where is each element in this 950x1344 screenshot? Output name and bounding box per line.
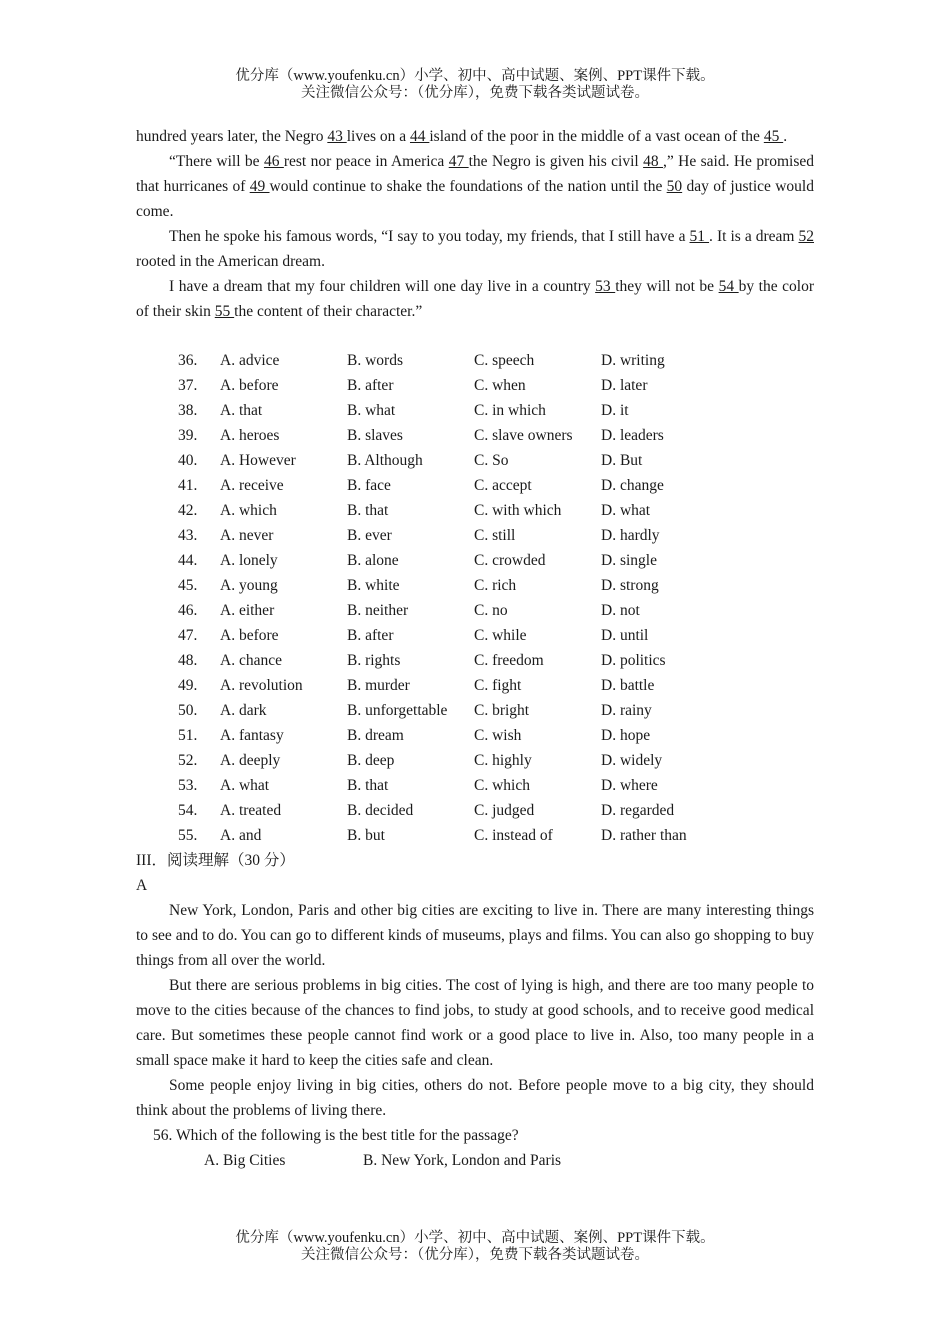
text: lives on a <box>346 128 410 145</box>
blank-48: 48 <box>643 153 663 170</box>
option-row <box>178 423 814 448</box>
option-b: B. after <box>347 627 394 644</box>
option-b: B. white <box>347 577 400 594</box>
option-d: D. where <box>601 777 658 794</box>
option-b: B. neither <box>347 602 409 619</box>
question-56: 56. Which of the following is the best title for the passage? <box>153 1127 519 1144</box>
text: the Negro is given his civil <box>468 153 644 170</box>
reading-paragraph-1: New York, London, Paris and other big cities are exciting to live in. There are many interesting things to see and to do. You can go to different kinds of museums, plays and films. You can also go shopping to buy things from all over the world. <box>136 902 814 969</box>
option-a: A. advice <box>220 352 280 369</box>
option-row <box>178 448 814 473</box>
option-row <box>178 348 814 373</box>
option-c: C. while <box>474 627 527 644</box>
option-d: D. hardly <box>601 527 660 544</box>
text: the content of their character.” <box>234 303 423 320</box>
question-56-options <box>136 1148 814 1173</box>
option-b: B. face <box>347 477 391 494</box>
option-c: C. speech <box>474 352 535 369</box>
option-d: D. change <box>601 477 664 494</box>
text: rooted in the American dream. <box>136 253 325 270</box>
option-c: C. with which <box>474 502 562 519</box>
option-c: C. So <box>474 452 509 469</box>
blank-53: 53 <box>595 278 616 295</box>
option-d: D. rather than <box>601 827 687 844</box>
option-row <box>178 498 814 523</box>
option-a: A. either <box>220 602 275 619</box>
option-row <box>178 598 814 623</box>
option-b: B. murder <box>347 677 410 694</box>
option-c: C. when <box>474 377 526 394</box>
option-b: B. ever <box>347 527 392 544</box>
option-b: B. alone <box>347 552 399 569</box>
option-number: 54. <box>178 802 198 819</box>
section-3-title: III．阅读理解（30 分） <box>136 852 295 869</box>
text: ,” He said. He promised that hurricanes of <box>136 153 815 195</box>
page-footer <box>0 1230 950 1264</box>
option-b: B. deep <box>347 752 395 769</box>
option-row <box>178 523 814 548</box>
blank-47: 47 <box>448 153 469 170</box>
text: by the color of their skin <box>136 278 814 320</box>
option-a: A. what <box>220 777 270 794</box>
options-list <box>178 348 814 848</box>
blank-49: 49 <box>249 178 270 195</box>
option-number: 39. <box>178 427 198 444</box>
option-d: D. single <box>601 552 657 569</box>
option-number: 53. <box>178 777 198 794</box>
option-d: D. hope <box>601 727 651 744</box>
option-b: B. rights <box>347 652 401 669</box>
option-row <box>178 648 814 673</box>
option-d: D. what <box>601 502 651 519</box>
option-number: 51. <box>178 727 198 744</box>
blank-43: 43 <box>327 128 347 145</box>
option-b: B. after <box>347 377 394 394</box>
option-row <box>178 673 814 698</box>
option-number: 36. <box>178 352 198 369</box>
option-c: C. freedom <box>474 652 544 669</box>
passage-paragraph-4 <box>136 274 814 324</box>
option-d: D. politics <box>601 652 666 669</box>
reading-paragraph-3: Some people enjoy living in big cities, others do not. Before people move to a big city, they should think about the problems of living there. <box>136 1077 814 1119</box>
option-b: B. decided <box>347 802 414 819</box>
option-c: C. instead of <box>474 827 553 844</box>
option-d: D. leaders <box>601 427 664 444</box>
option-b: B. slaves <box>347 427 403 444</box>
option-row <box>178 798 814 823</box>
option-a: A. treated <box>220 802 282 819</box>
option-a: A. before <box>220 627 279 644</box>
passage-paragraph-2 <box>136 149 814 224</box>
text: day of justice would come. <box>136 178 814 220</box>
option-d: D. not <box>601 602 640 619</box>
footer-line-2: 关注微信公众号：（优分库），免费下载各类试题试卷。 <box>301 1247 649 1263</box>
option-a: A. before <box>220 377 279 394</box>
blank-44: 44 <box>409 128 430 145</box>
option-number: 45. <box>178 577 198 594</box>
option-number: 52. <box>178 752 198 769</box>
option-c: C. slave owners <box>474 427 573 444</box>
option-b: B. words <box>347 352 403 369</box>
option-b: B. Although <box>347 452 423 469</box>
option-number: 37. <box>178 377 198 394</box>
blank-46: 46 <box>263 153 284 170</box>
text: island of the poor in the middle of a vast ocean of the <box>429 128 764 145</box>
option-b: B. that <box>347 777 389 794</box>
text: they will not be <box>615 278 719 295</box>
option-a: A. revolution <box>220 677 303 694</box>
option-row <box>178 573 814 598</box>
header-line-1: 优分库（www.youfenku.cn）小学、初中、高中试题、案例、PPT课件下载。 <box>235 68 715 84</box>
option-d: D. widely <box>601 752 663 769</box>
blank-50: 50 <box>666 178 683 195</box>
option-d: D. it <box>601 402 629 419</box>
option-a: A. dark <box>220 702 267 719</box>
option-c: C. still <box>474 527 516 544</box>
option-number: 44. <box>178 552 198 569</box>
option-number: 43. <box>178 527 198 544</box>
option-a: A. receive <box>220 477 284 494</box>
option-a: A. never <box>220 527 274 544</box>
blank-45: 45 <box>763 128 784 145</box>
option-a: A. that <box>220 402 263 419</box>
blank-52: 52 <box>798 228 814 245</box>
option-row <box>178 398 814 423</box>
option-d: D. later <box>601 377 648 394</box>
option-a: A. However <box>220 452 296 469</box>
option-number: 42. <box>178 502 198 519</box>
option-row <box>178 773 814 798</box>
blank-51: 51 <box>689 228 710 245</box>
option-number: 48. <box>178 652 198 669</box>
option-a: A. deeply <box>220 752 281 769</box>
option-d: D. writing <box>601 352 665 369</box>
option-c: C. bright <box>474 702 530 719</box>
option-d: D. strong <box>601 577 659 594</box>
option-b: B. dream <box>347 727 404 744</box>
passage-paragraph-3 <box>136 224 814 274</box>
option-c: C. no <box>474 602 508 619</box>
option-c: C. rich <box>474 577 517 594</box>
option-a: A. lonely <box>220 552 278 569</box>
option-number: 40. <box>178 452 198 469</box>
blank-54: 54 <box>718 278 739 295</box>
option-number: 50. <box>178 702 198 719</box>
header-line-2: 关注微信公众号：（优分库），免费下载各类试题试卷。 <box>301 85 649 101</box>
spacer <box>136 324 814 348</box>
option-number: 55. <box>178 827 198 844</box>
option-a: A. heroes <box>220 427 280 444</box>
passage-paragraph-1 <box>136 124 814 149</box>
text: . It is a dream <box>709 228 799 245</box>
q56-option-a: A. Big Cities <box>204 1152 286 1169</box>
option-a: A. fantasy <box>220 727 284 744</box>
option-b: B. what <box>347 402 396 419</box>
option-c: C. in which <box>474 402 546 419</box>
option-b: B. but <box>347 827 385 844</box>
page-header <box>0 68 950 102</box>
option-a: A. chance <box>220 652 282 669</box>
option-a: A. and <box>220 827 262 844</box>
option-a: A. young <box>220 577 278 594</box>
option-c: C. which <box>474 777 530 794</box>
option-c: C. accept <box>474 477 532 494</box>
option-number: 47. <box>178 627 198 644</box>
option-row <box>178 823 814 848</box>
option-c: C. judged <box>474 802 535 819</box>
option-row <box>178 723 814 748</box>
blank-55: 55 <box>214 303 235 320</box>
option-d: D. regarded <box>601 802 675 819</box>
text: hundred years later, the Negro <box>136 128 328 145</box>
option-d: D. until <box>601 627 649 644</box>
q56-option-b: B. New York, London and Paris <box>363 1152 562 1169</box>
text: . <box>783 128 788 145</box>
option-row <box>178 548 814 573</box>
footer-line-1: 优分库（www.youfenku.cn）小学、初中、高中试题、案例、PPT课件下载。 <box>235 1230 715 1246</box>
option-c: C. crowded <box>474 552 546 569</box>
passage-a-label: A <box>136 877 148 894</box>
text: would continue to shake the foundations of the nation until the <box>269 178 667 195</box>
option-row <box>178 373 814 398</box>
option-c: C. wish <box>474 727 522 744</box>
option-row <box>178 623 814 648</box>
option-row <box>178 473 814 498</box>
text: Then he spoke his famous words, “I say to you today, my friends, that I still have a <box>169 228 690 245</box>
option-row <box>178 698 814 723</box>
option-a: A. which <box>220 502 277 519</box>
option-number: 38. <box>178 402 198 419</box>
option-b: B. that <box>347 502 389 519</box>
option-d: D. But <box>601 452 643 469</box>
reading-paragraph-2: But there are serious problems in big cities. The cost of lying is high, and there are too many people to move to the cities because of the chances to find jobs, to study at good schools, and to receive good medical care. But sometimes these people cannot find work or a good place to live in. Also, too many people in a small space make it hard to keep the cities safe and clean. <box>136 977 814 1069</box>
text: “There will be <box>169 153 264 170</box>
option-c: C. fight <box>474 677 522 694</box>
option-d: D. battle <box>601 677 655 694</box>
option-number: 49. <box>178 677 198 694</box>
option-number: 41. <box>178 477 198 494</box>
option-row <box>178 748 814 773</box>
option-b: B. unforgettable <box>347 702 448 719</box>
option-c: C. highly <box>474 752 532 769</box>
text: rest nor peace in America <box>283 153 449 170</box>
text: I have a dream that my four children will one day live in a country <box>169 278 596 295</box>
option-d: D. rainy <box>601 702 652 719</box>
option-number: 46. <box>178 602 198 619</box>
page-content <box>136 124 814 1173</box>
